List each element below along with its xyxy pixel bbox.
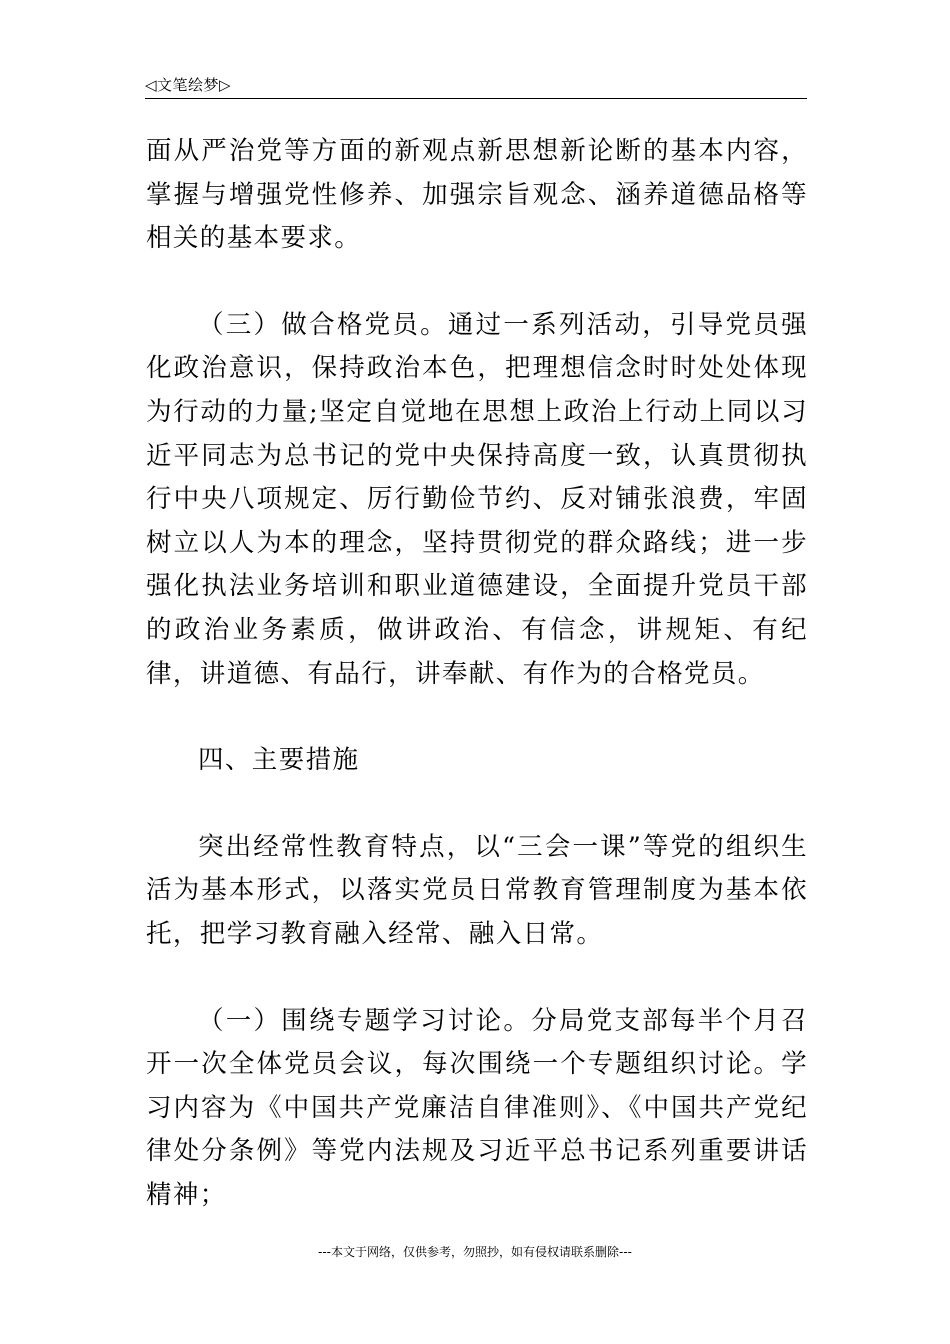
section-heading-main-measures: 四、主要措施 xyxy=(198,745,360,776)
paragraph-qualified-members: （三）做合格党员。通过一系列活动，引导党员强化政治意识，保持政治本色，把理想信念时时处处体现为行动的力量;坚定自觉地在思想上政治上行动上同以习近平同志为总书记的党中央保持高度一致，认真贯彻执行中央八项规定、厉行勤俭节约、反对铺张浪费，牢固树立以人为本的理念，坚持贯彻党的群众路线；进一步强化执法业务培训和职业道德建设，全面提升党员干部的政治业务素质，做讲政治、有信念，讲规矩、有纪律，讲道德、有品行，讲奉献、有作为的合格党员。 xyxy=(146,309,808,689)
page-footer-disclaimer: ---本文于网络，仅供参考，勿照抄，如有侵权请联系删除--- xyxy=(318,1245,632,1259)
paragraph-continuation: 面从严治党等方面的新观点新思想新论断的基本内容，掌握与增强党性修养、加强宗旨观念、涵养道德品格等相关的基本要求。 xyxy=(146,136,808,254)
header-title: ◁文笔绘梦▷ xyxy=(145,76,232,94)
page-header xyxy=(145,70,807,99)
document-body xyxy=(146,130,808,1217)
paragraph-topic-discussion: （一）围绕专题学习讨论。分局党支部每半个月召开一次全体党员会议，每次围绕一个专题组织讨论。学习内容为《中国共产党廉洁自律准则》、《中国共产党纪律处分条例》等党内法规及习近平总书记系列重要讲话精神； xyxy=(146,1005,808,1210)
paragraph-regular-education: 突出经常性教育特点，以“三会一课”等党的组织生活为基本形式，以落实党员日常教育管理制度为基本依托，把学习教育融入经常、融入日常。 xyxy=(146,831,808,949)
